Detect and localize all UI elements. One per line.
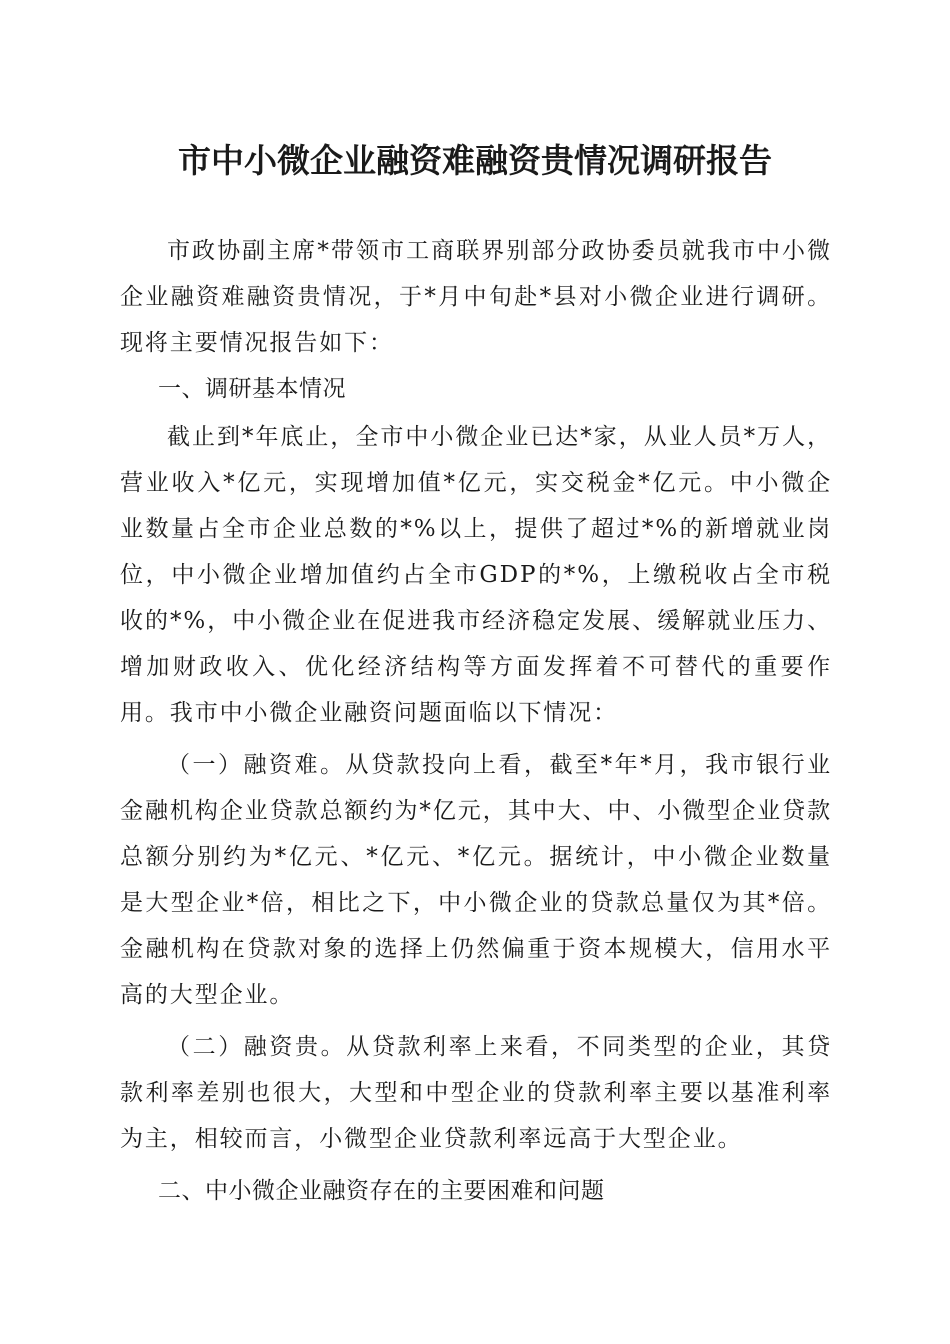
financing-difficult-paragraph: [120, 742, 832, 1018]
financing-expensive-paragraph: [120, 1024, 832, 1162]
financing-difficult-body: 从贷款投向上看，截至*年*月，我市银行业金融机构企业贷款总额约为*亿元，其中大、中、小微型企业贷款总额分别约为*亿元、*亿元、*亿元。据统计，中小微企业数量是大型企业*倍，相比之下，中小微企业的贷款总量仅为其*倍。金融机构在贷款对象的选择上仍然偏重于资本规模大，信用水平高的大型企业。: [120, 752, 832, 1008]
overview-paragraph: 截止到*年底止，全市中小微企业已达*家，从业人员*万人，营业收入*亿元，实现增加值*亿元，实交税金*亿元。中小微企业数量占全市企业总数的*%以上，提供了超过*%的新增就业岗位，中小微企业增加值约占全市GDP的*%，上缴税收占全市税收的*%，中小微企业在促进我市经济稳定发展、缓解就业压力、增加财政收入、优化经济结构等方面发挥着不可替代的重要作用。我市中小微企业融资问题面临以下情况：: [120, 424, 832, 726]
financing-difficult-lead: （一）融资难。: [167, 752, 346, 778]
financing-expensive-lead: （二）融资贵。: [167, 1034, 347, 1060]
financing-expensive-body: 从贷款利率上来看，不同类型的企业，其贷款利率差别也很大，大型和中型企业的贷款利率主要以基准利率为主，相较而言，小微型企业贷款利率远高于大型企业。: [120, 1034, 832, 1152]
section-heading-basic-situation: 一、调研基本情况: [158, 376, 346, 402]
section-heading-main-problems: 二、中小微企业融资存在的主要困难和问题: [158, 1178, 605, 1204]
document-body: [120, 228, 832, 1214]
intro-paragraph: 市政协副主席*带领市工商联界别部分政协委员就我市中小微企业融资难融资贵情况，于*月中旬赴*县对小微企业进行调研。现将主要情况报告如下：: [120, 238, 832, 356]
document-title: 市中小微企业融资难融资贵情况调研报告: [178, 141, 772, 180]
